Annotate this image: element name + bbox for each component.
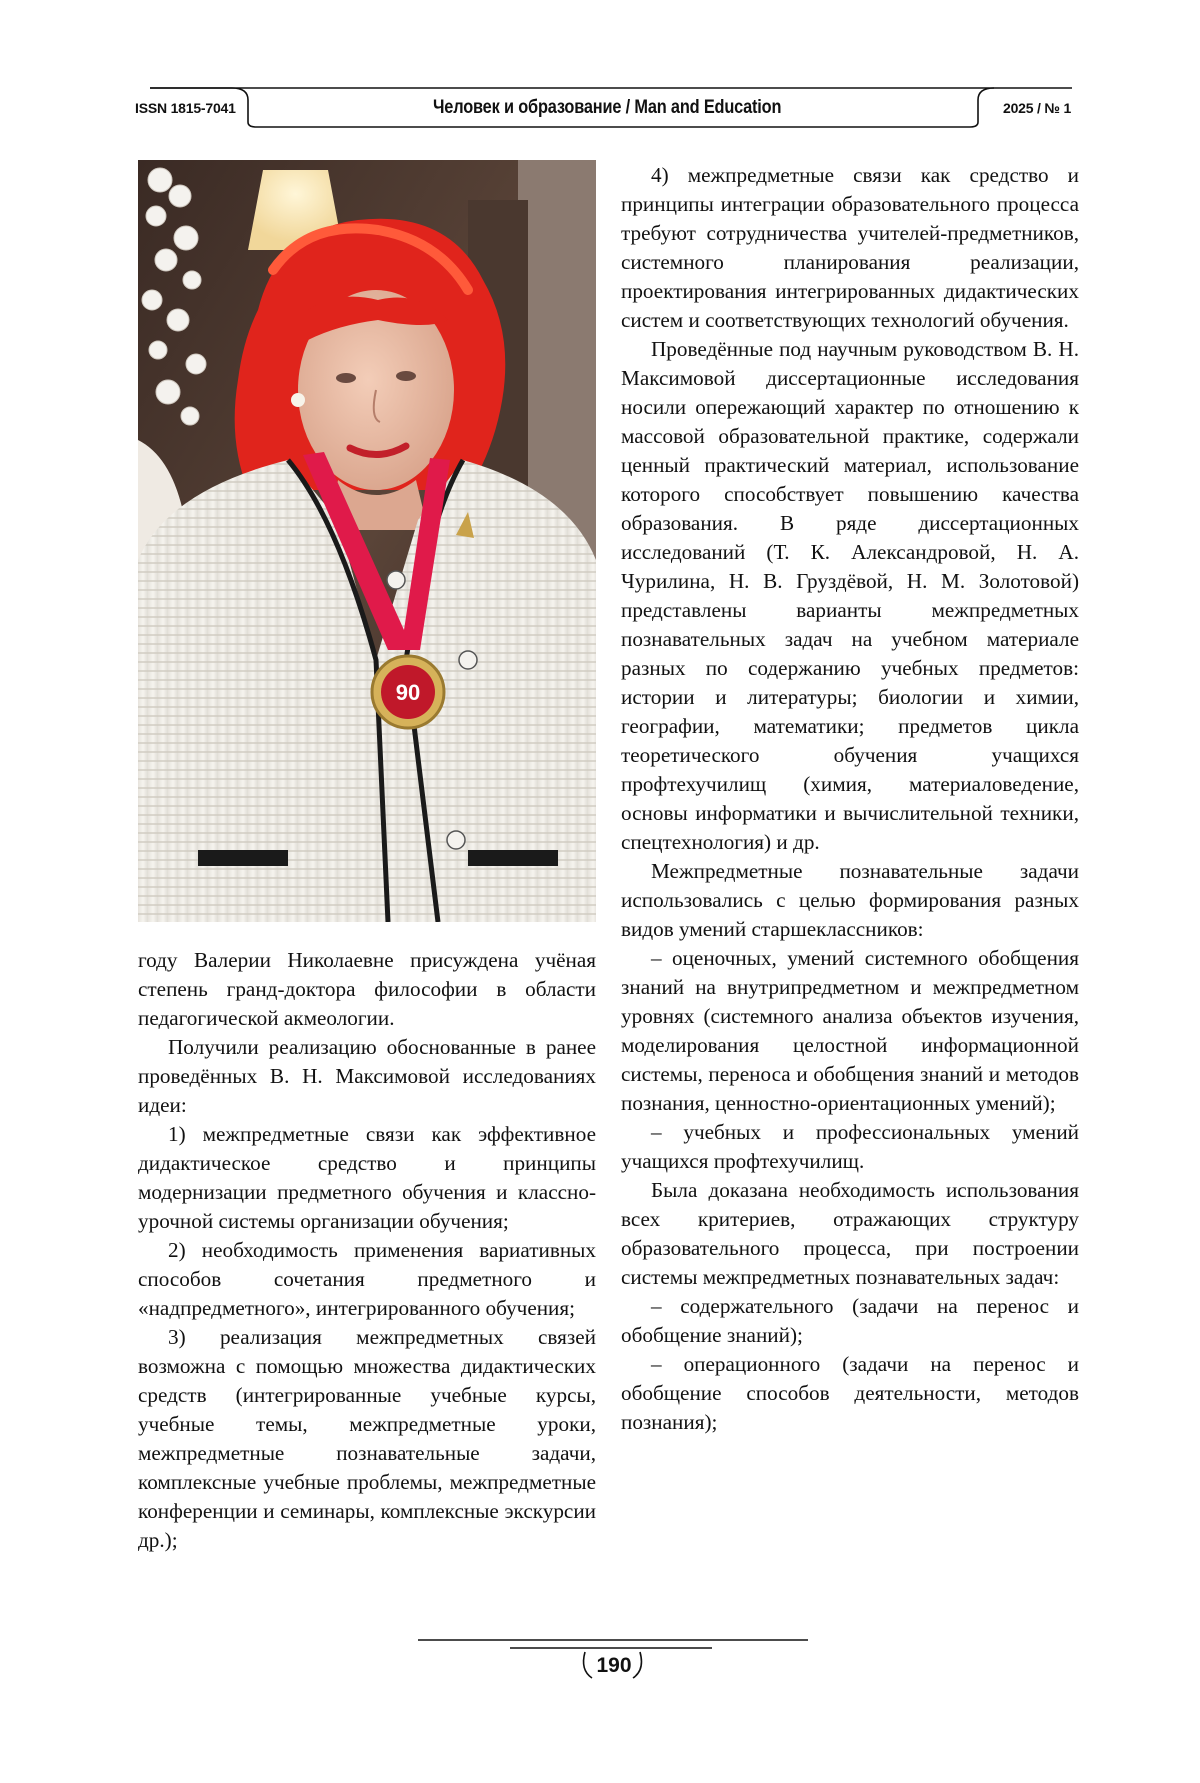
running-header	[0, 0, 1200, 140]
journal-title: Человек и образование / Man and Education	[433, 97, 781, 119]
list-item: – операционного (задачи на перенос и обобщение способов деятельности, методов познания);	[621, 1350, 1079, 1437]
list-item: – учебных и профессиональных умений учащихся профтехучилищ.	[621, 1118, 1079, 1176]
list-item: 2) необходимость применения вариативных способов сочетания предметного и «надпредметного», интегрированного обучения;	[138, 1236, 596, 1323]
medal-number: 90	[396, 680, 420, 705]
portrait-illustration	[138, 160, 596, 922]
issn-label: ISSN 1815-7041	[135, 100, 236, 116]
list-item: – содержательного (задачи на перенос и обобщение знаний);	[621, 1292, 1079, 1350]
list-item: 1) межпредметные связи как эффективное дидактическое средство и принципы модернизации предметного обучения и классно-урочной системы организации обучения;	[138, 1120, 596, 1236]
list-item: – оценочных, умений системного обобщения знаний на внутрипредметном и межпредметном уровнях (системного анализа объектов изучения, моделирования целостной информационной системы, переноса и обобщения знаний и методов познания, ценностно-ориентационных умений);	[621, 944, 1079, 1118]
paragraph: Получили реализацию обоснованные в ранее проведённых В. Н. Максимовой исследованиях идеи:	[138, 1033, 596, 1120]
header-rules	[0, 0, 1200, 140]
right-column	[621, 161, 1079, 1437]
issue-label: 2025 / № 1	[1003, 100, 1071, 116]
portrait-photo	[138, 160, 596, 922]
paragraph: Проведённые под научным руководством В. Н. Максимовой диссертационные исследования носили опережающий характер по отношению к массовой образовательной практике, содержали ценный практический материал, использование которого способствует повышению качества образования. В ряде диссертационных исследований (Т. К. Александровой, Н. А. Чурилина, Н. В. Груздёвой, Н. М. Золотовой) представлены варианты межпредметных познавательных задач на учебном материале разных по содержанию учебных предметов: истории и литературы; биологии и химии, географии, математики; предметов цикла теоретического обучения учащихся профтехучилищ (химия, материаловедение, основы информатики и вычислительной техники, спецтехнология) и др.	[621, 335, 1079, 857]
paragraph: Межпредметные познавательные задачи использовались с целью формирования разных видов умений старшеклассников:	[621, 857, 1079, 944]
list-item: 3) реализация межпредметных связей возможна с помощью множества дидактических средств (интегрированные учебные курсы, учебные темы, межпредметные уроки, межпредметные познавательные задачи, комплексные учебные проблемы, межпредметные конференции и семинары, комплексные экскурсии др.);	[138, 1323, 596, 1555]
paragraph: году Валерии Николаевне присуждена учёная степень гранд-доктора философии в области педагогической акмеологии.	[138, 946, 596, 1033]
paragraph: Была доказана необходимость использования всех критериев, отражающих структуру образовательного процесса, при построении системы межпредметных познавательных задач:	[621, 1176, 1079, 1292]
list-item: 4) межпредметные связи как средство и принципы интеграции образовательного процесса требуют сотрудничества учителей-предметников, системного планирования реализации, проектирования интегрированных дидактических систем и соответствующих технологий обучения.	[621, 161, 1079, 335]
left-column	[138, 946, 596, 1555]
page-number: 190	[579, 1654, 649, 1678]
